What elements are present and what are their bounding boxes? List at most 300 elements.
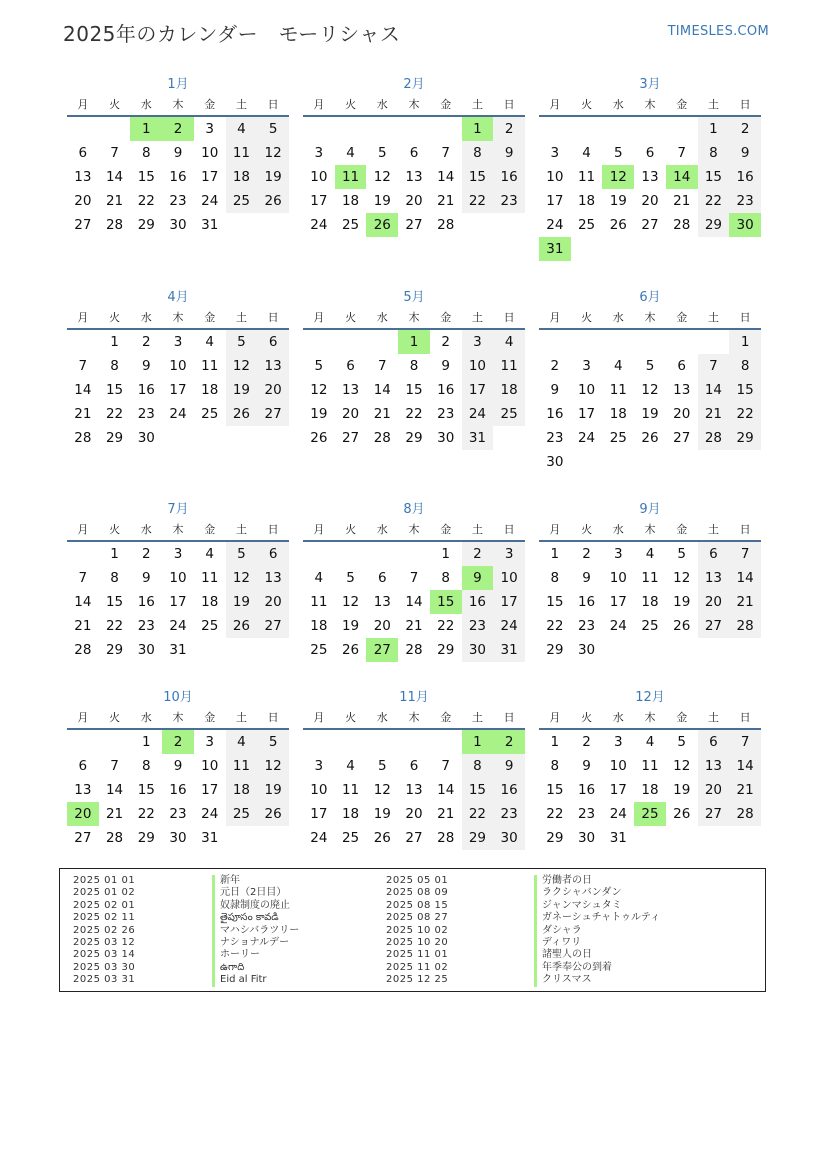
day-cell: 31 bbox=[169, 642, 187, 658]
holiday-name: ガネーシュチャトゥルティ bbox=[534, 912, 660, 924]
day-cell: 14 bbox=[437, 782, 455, 798]
day-cell: 31 bbox=[609, 830, 627, 846]
holiday-name: ジャンマシュタミ bbox=[534, 900, 622, 912]
day-cell: 15 bbox=[105, 382, 124, 398]
weekday-label: 火 bbox=[109, 711, 121, 724]
day-cell: 23 bbox=[137, 406, 155, 422]
day-cell: 7 bbox=[377, 358, 387, 374]
day-cell: 13 bbox=[673, 382, 691, 398]
day-cell: 10 bbox=[493, 566, 525, 590]
weekday-label: 金 bbox=[440, 311, 452, 324]
month-name: 1月 bbox=[167, 77, 189, 92]
day-cell: 12 bbox=[673, 570, 691, 586]
day-cell: 5 bbox=[377, 145, 387, 161]
weekday-label: 月 bbox=[549, 523, 561, 536]
day-cell: 3 bbox=[493, 542, 525, 566]
day-cell: 12 bbox=[310, 382, 328, 398]
empty-cell bbox=[571, 330, 603, 354]
day-cell: 12 bbox=[641, 382, 659, 398]
holiday-cell: 1 bbox=[130, 117, 162, 141]
day-cell: 9 bbox=[493, 141, 525, 165]
day-cell: 7 bbox=[409, 570, 419, 586]
day-cell: 19 bbox=[257, 165, 289, 189]
month-name: 3月 bbox=[639, 77, 661, 92]
empty-cell bbox=[335, 330, 367, 354]
weekday-label: 木 bbox=[408, 311, 420, 324]
day-cell: 26 bbox=[673, 806, 691, 822]
weekday-header bbox=[303, 521, 525, 537]
empty-cell bbox=[398, 117, 430, 141]
day-cell: 17 bbox=[201, 782, 219, 798]
day-cell: 24 bbox=[462, 402, 494, 426]
day-cell: 28 bbox=[729, 802, 761, 826]
holiday-date: 2025 01 02 bbox=[73, 887, 136, 899]
day-cell: 11 bbox=[226, 754, 258, 778]
day-cell: 6 bbox=[346, 358, 355, 374]
empty-cell bbox=[398, 730, 430, 754]
weekday-header bbox=[539, 709, 761, 725]
day-cell: 12 bbox=[226, 354, 258, 378]
day-cell: 21 bbox=[673, 193, 691, 209]
day-cell: 1 bbox=[729, 330, 761, 354]
day-cell: 18 bbox=[226, 778, 258, 802]
month-name: 6月 bbox=[639, 290, 661, 305]
day-cell: 21 bbox=[373, 406, 391, 422]
weekday-header bbox=[303, 96, 525, 112]
day-cell: 21 bbox=[729, 590, 761, 614]
day-cell: 11 bbox=[310, 594, 328, 610]
holiday-date: 2025 05 01 bbox=[386, 875, 449, 886]
holiday-name: ダシャラ bbox=[534, 925, 582, 937]
day-cell: 8 bbox=[110, 570, 119, 586]
day-cell: 19 bbox=[341, 618, 360, 634]
weekday-label: 金 bbox=[440, 711, 452, 724]
day-cell: 31 bbox=[201, 830, 219, 846]
day-cell: 10 bbox=[169, 570, 187, 586]
month-4 bbox=[67, 286, 289, 486]
holiday-date: 2025 08 09 bbox=[386, 887, 449, 899]
day-cell: 24 bbox=[201, 193, 219, 209]
day-grid bbox=[67, 542, 289, 662]
holiday-name: Eid al Fitr bbox=[212, 974, 267, 986]
month-name: 4月 bbox=[167, 290, 189, 305]
weekday-label: 水 bbox=[612, 311, 624, 324]
day-cell: 27 bbox=[341, 430, 360, 446]
day-cell: 8 bbox=[729, 354, 761, 378]
day-cell: 23 bbox=[462, 614, 494, 638]
day-cell: 5 bbox=[257, 730, 289, 754]
weekday-label: 金 bbox=[440, 523, 452, 536]
day-cell: 18 bbox=[609, 406, 627, 422]
month-2 bbox=[303, 73, 525, 273]
day-cell: 25 bbox=[641, 618, 659, 634]
day-cell: 30 bbox=[577, 642, 596, 658]
day-cell: 17 bbox=[546, 193, 564, 209]
weekday-label: 水 bbox=[376, 98, 388, 111]
weekday-label: 月 bbox=[549, 711, 561, 724]
empty-cell bbox=[303, 330, 335, 354]
day-cell: 17 bbox=[577, 406, 596, 422]
day-cell: 14 bbox=[729, 754, 761, 778]
day-grid bbox=[303, 542, 525, 662]
weekday-label: 水 bbox=[612, 98, 624, 111]
holiday-cell: 26 bbox=[366, 213, 398, 237]
holiday-cell: 9 bbox=[462, 566, 494, 590]
day-cell: 1 bbox=[698, 117, 730, 141]
weekday-label: 土 bbox=[235, 711, 247, 724]
day-cell: 4 bbox=[493, 330, 525, 354]
empty-cell bbox=[366, 117, 398, 141]
weekday-label: 木 bbox=[172, 98, 184, 111]
day-cell: 6 bbox=[409, 145, 419, 161]
day-cell: 20 bbox=[257, 378, 289, 402]
holiday-cell: 15 bbox=[430, 590, 462, 614]
holiday-date: 2025 10 20 bbox=[386, 937, 449, 948]
day-cell: 20 bbox=[341, 406, 360, 422]
holiday-cell: 11 bbox=[335, 165, 367, 189]
day-cell: 30 bbox=[137, 430, 155, 446]
day-cell: 24 bbox=[609, 806, 627, 822]
day-cell: 17 bbox=[310, 806, 328, 822]
day-cell: 21 bbox=[729, 778, 761, 802]
day-cell: 1 bbox=[110, 334, 119, 350]
day-cell: 16 bbox=[577, 782, 596, 798]
day-cell: 8 bbox=[409, 358, 419, 374]
weekday-label: 火 bbox=[109, 311, 121, 324]
holiday-name: ホーリー bbox=[212, 949, 260, 961]
empty-cell bbox=[67, 117, 99, 141]
day-grid bbox=[303, 117, 525, 237]
weekday-label: 日 bbox=[503, 523, 515, 536]
weekday-label: 日 bbox=[267, 311, 279, 324]
weekday-label: 土 bbox=[707, 98, 719, 111]
month-5 bbox=[303, 286, 525, 486]
weekday-header bbox=[303, 709, 525, 725]
day-cell: 3 bbox=[613, 546, 623, 562]
empty-cell bbox=[366, 330, 398, 354]
day-cell: 16 bbox=[437, 382, 455, 398]
day-cell: 10 bbox=[169, 358, 187, 374]
day-cell: 6 bbox=[257, 542, 289, 566]
day-cell: 2 bbox=[141, 546, 151, 562]
day-cell: 8 bbox=[141, 758, 151, 774]
weekday-label: 火 bbox=[345, 98, 357, 111]
day-cell: 30 bbox=[169, 217, 187, 233]
day-cell: 29 bbox=[105, 430, 124, 446]
month-12 bbox=[539, 686, 761, 886]
day-cell: 29 bbox=[546, 642, 564, 658]
day-cell: 29 bbox=[698, 213, 730, 237]
weekday-label: 木 bbox=[644, 311, 656, 324]
day-cell: 26 bbox=[673, 618, 691, 634]
day-cell: 24 bbox=[546, 217, 564, 233]
day-cell: 1 bbox=[110, 546, 119, 562]
day-cell: 15 bbox=[698, 165, 730, 189]
weekday-label: 土 bbox=[235, 311, 247, 324]
holiday-date: 2025 03 31 bbox=[73, 974, 136, 986]
empty-cell bbox=[430, 730, 462, 754]
day-cell: 7 bbox=[110, 758, 119, 774]
day-cell: 25 bbox=[226, 189, 258, 213]
day-cell: 30 bbox=[437, 430, 455, 446]
site-logo[interactable]: TIMESLES.COM bbox=[667, 24, 769, 39]
empty-cell bbox=[539, 117, 571, 141]
day-cell: 13 bbox=[257, 354, 289, 378]
day-cell: 14 bbox=[437, 169, 455, 185]
day-cell: 30 bbox=[577, 830, 596, 846]
day-cell: 3 bbox=[314, 758, 324, 774]
day-cell: 28 bbox=[74, 430, 92, 446]
weekday-label: 月 bbox=[313, 98, 325, 111]
day-cell: 7 bbox=[729, 542, 761, 566]
day-cell: 12 bbox=[373, 782, 391, 798]
weekday-label: 金 bbox=[676, 523, 688, 536]
day-cell: 6 bbox=[698, 542, 730, 566]
day-cell: 14 bbox=[405, 594, 423, 610]
day-cell: 24 bbox=[310, 217, 328, 233]
day-cell: 30 bbox=[493, 826, 525, 850]
weekday-label: 火 bbox=[109, 98, 121, 111]
holiday-date: 2025 11 02 bbox=[386, 961, 449, 973]
day-cell: 5 bbox=[257, 117, 289, 141]
day-cell: 14 bbox=[105, 782, 124, 798]
day-cell: 21 bbox=[437, 193, 455, 209]
weekday-label: 金 bbox=[204, 311, 216, 324]
holiday-cell: 1 bbox=[462, 730, 494, 754]
day-cell: 1 bbox=[550, 734, 560, 750]
weekday-label: 日 bbox=[503, 98, 515, 111]
day-cell: 17 bbox=[169, 382, 187, 398]
day-cell: 19 bbox=[609, 193, 627, 209]
day-cell: 3 bbox=[173, 334, 183, 350]
weekday-label: 土 bbox=[471, 98, 483, 111]
holiday-cell: 2 bbox=[162, 730, 194, 754]
day-cell: 15 bbox=[729, 378, 761, 402]
day-cell: 9 bbox=[141, 358, 151, 374]
weekday-label: 金 bbox=[440, 98, 452, 111]
day-cell: 13 bbox=[341, 382, 360, 398]
empty-cell bbox=[335, 542, 367, 566]
day-cell: 6 bbox=[78, 758, 88, 774]
weekday-header bbox=[539, 309, 761, 325]
day-cell: 13 bbox=[641, 169, 659, 185]
day-cell: 13 bbox=[698, 566, 730, 590]
day-cell: 23 bbox=[577, 806, 596, 822]
day-cell: 13 bbox=[373, 594, 391, 610]
day-cell: 12 bbox=[673, 758, 691, 774]
day-cell: 10 bbox=[546, 169, 564, 185]
day-cell: 27 bbox=[74, 217, 92, 233]
day-cell: 5 bbox=[613, 145, 623, 161]
day-cell: 2 bbox=[550, 358, 560, 374]
day-cell: 12 bbox=[226, 566, 258, 590]
empty-cell bbox=[67, 330, 99, 354]
weekday-label: 日 bbox=[267, 711, 279, 724]
day-cell: 9 bbox=[441, 358, 450, 374]
day-cell: 7 bbox=[110, 145, 119, 161]
day-cell: 23 bbox=[546, 430, 564, 446]
weekday-label: 水 bbox=[376, 711, 388, 724]
day-cell: 7 bbox=[441, 758, 450, 774]
weekday-label: 月 bbox=[549, 311, 561, 324]
day-cell: 3 bbox=[582, 358, 591, 374]
day-cell: 23 bbox=[437, 406, 455, 422]
weekday-label: 水 bbox=[140, 98, 152, 111]
weekday-label: 火 bbox=[345, 523, 357, 536]
day-cell: 22 bbox=[698, 189, 730, 213]
day-cell: 3 bbox=[550, 145, 560, 161]
holiday-date: 2025 03 30 bbox=[73, 961, 136, 973]
day-cell: 12 bbox=[341, 594, 360, 610]
weekday-label: 月 bbox=[313, 711, 325, 724]
day-cell: 5 bbox=[226, 542, 258, 566]
day-cell: 22 bbox=[137, 806, 155, 822]
day-cell: 22 bbox=[137, 193, 155, 209]
weekday-label: 月 bbox=[313, 523, 325, 536]
day-cell: 10 bbox=[462, 354, 494, 378]
day-cell: 14 bbox=[74, 594, 92, 610]
day-cell: 8 bbox=[441, 570, 450, 586]
holiday-name: 労働者の日 bbox=[534, 875, 592, 887]
empty-cell bbox=[430, 117, 462, 141]
day-grid bbox=[67, 117, 289, 237]
day-cell: 19 bbox=[641, 406, 659, 422]
empty-cell bbox=[571, 117, 603, 141]
day-cell: 18 bbox=[641, 594, 659, 610]
day-cell: 13 bbox=[405, 169, 423, 185]
weekday-label: 火 bbox=[345, 311, 357, 324]
day-cell: 25 bbox=[310, 642, 328, 658]
weekday-label: 月 bbox=[77, 711, 89, 724]
day-grid bbox=[303, 730, 525, 850]
month-7 bbox=[67, 498, 289, 698]
day-cell: 22 bbox=[546, 618, 564, 634]
weekday-label: 火 bbox=[345, 711, 357, 724]
weekday-label: 水 bbox=[140, 711, 152, 724]
day-cell: 23 bbox=[729, 189, 761, 213]
day-cell: 5 bbox=[314, 358, 324, 374]
day-cell: 11 bbox=[609, 382, 627, 398]
day-cell: 26 bbox=[641, 430, 659, 446]
day-cell: 21 bbox=[405, 618, 423, 634]
day-cell: 10 bbox=[609, 570, 627, 586]
day-cell: 4 bbox=[645, 734, 655, 750]
day-cell: 29 bbox=[462, 826, 494, 850]
day-cell: 29 bbox=[437, 642, 455, 658]
holiday-date: 2025 02 11 bbox=[73, 912, 136, 924]
day-cell: 13 bbox=[698, 754, 730, 778]
day-grid bbox=[539, 117, 761, 261]
holiday-name: 奴隷制度の廃止 bbox=[212, 900, 290, 912]
holiday-date: 2025 03 14 bbox=[73, 949, 136, 961]
empty-cell bbox=[539, 330, 571, 354]
weekday-label: 水 bbox=[376, 311, 388, 324]
day-cell: 23 bbox=[169, 193, 187, 209]
holiday-date: 2025 08 27 bbox=[386, 912, 449, 924]
day-cell: 25 bbox=[226, 802, 258, 826]
page-title: 2025年のカレンダー モーリシャス bbox=[63, 22, 401, 46]
day-cell: 9 bbox=[582, 758, 591, 774]
day-cell: 25 bbox=[493, 402, 525, 426]
weekday-label: 木 bbox=[644, 523, 656, 536]
holiday-name: ラクシャバンダン bbox=[534, 887, 622, 899]
day-cell: 17 bbox=[493, 590, 525, 614]
empty-cell bbox=[67, 730, 99, 754]
day-cell: 18 bbox=[341, 806, 360, 822]
day-cell: 26 bbox=[609, 217, 627, 233]
weekday-label: 木 bbox=[408, 711, 420, 724]
day-cell: 27 bbox=[673, 430, 691, 446]
weekday-header bbox=[539, 96, 761, 112]
weekday-label: 日 bbox=[503, 311, 515, 324]
day-cell: 4 bbox=[314, 570, 324, 586]
weekday-label: 火 bbox=[581, 711, 593, 724]
day-cell: 18 bbox=[341, 193, 360, 209]
day-cell: 3 bbox=[173, 546, 183, 562]
weekday-label: 日 bbox=[503, 711, 515, 724]
day-cell: 16 bbox=[546, 406, 564, 422]
day-cell: 4 bbox=[582, 145, 591, 161]
day-cell: 15 bbox=[137, 169, 155, 185]
holiday-name: クリスマス bbox=[534, 974, 592, 986]
day-cell: 27 bbox=[74, 830, 92, 846]
day-cell: 2 bbox=[729, 117, 761, 141]
weekday-label: 月 bbox=[77, 523, 89, 536]
day-cell: 14 bbox=[373, 382, 391, 398]
day-cell: 26 bbox=[257, 802, 289, 826]
holiday-name: 年季奉公の到着 bbox=[534, 962, 612, 974]
day-cell: 20 bbox=[698, 778, 730, 802]
day-cell: 12 bbox=[257, 754, 289, 778]
day-cell: 22 bbox=[405, 406, 423, 422]
holiday-name: 諸聖人の日 bbox=[534, 949, 592, 961]
day-cell: 7 bbox=[677, 145, 686, 161]
day-cell: 11 bbox=[577, 169, 596, 185]
day-cell: 2 bbox=[141, 334, 151, 350]
day-cell: 17 bbox=[609, 594, 627, 610]
empty-cell bbox=[666, 330, 698, 354]
day-cell: 25 bbox=[341, 217, 360, 233]
day-cell: 19 bbox=[226, 378, 258, 402]
day-cell: 23 bbox=[137, 618, 155, 634]
day-cell: 24 bbox=[493, 614, 525, 638]
weekday-label: 土 bbox=[707, 523, 719, 536]
weekday-label: 金 bbox=[676, 311, 688, 324]
day-cell: 10 bbox=[201, 758, 219, 774]
weekday-label: 金 bbox=[204, 523, 216, 536]
weekday-label: 火 bbox=[581, 311, 593, 324]
day-cell: 7 bbox=[78, 570, 88, 586]
weekday-label: 日 bbox=[739, 311, 751, 324]
day-cell: 1 bbox=[441, 546, 450, 562]
day-cell: 20 bbox=[257, 590, 289, 614]
day-cell: 15 bbox=[405, 382, 423, 398]
day-cell: 28 bbox=[373, 430, 391, 446]
day-cell: 12 bbox=[257, 141, 289, 165]
day-cell: 20 bbox=[405, 806, 423, 822]
day-cell: 13 bbox=[74, 782, 92, 798]
day-cell: 17 bbox=[462, 378, 494, 402]
holiday-name: マハシバラツリー bbox=[212, 925, 299, 937]
holiday-cell: 27 bbox=[366, 638, 398, 662]
day-cell: 27 bbox=[641, 217, 659, 233]
day-cell: 6 bbox=[677, 358, 686, 374]
weekday-header bbox=[67, 709, 289, 725]
day-cell: 19 bbox=[373, 193, 391, 209]
day-cell: 31 bbox=[493, 638, 525, 662]
day-cell: 20 bbox=[373, 618, 391, 634]
day-cell: 14 bbox=[74, 382, 92, 398]
